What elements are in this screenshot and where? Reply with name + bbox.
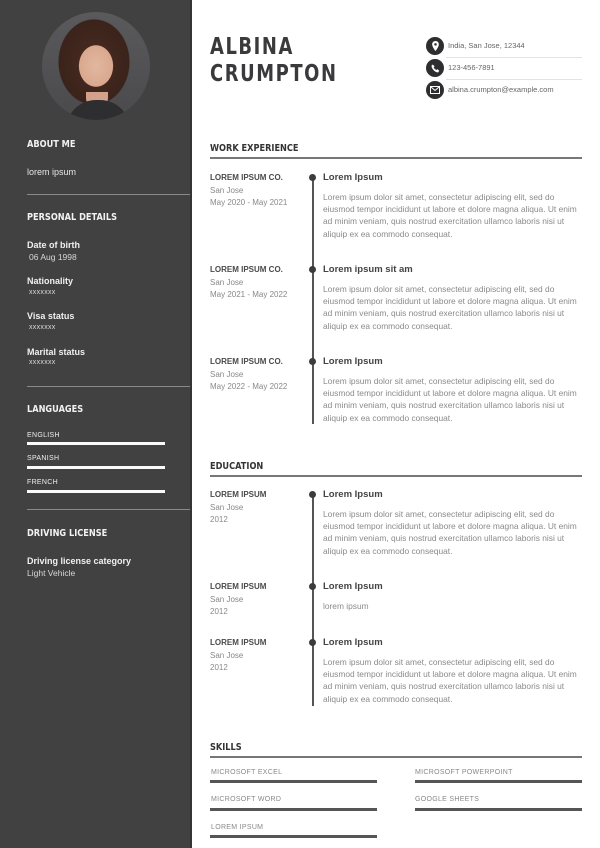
skill-bar [210,780,377,783]
timeline-dot [309,491,316,498]
education-location: San Jose [210,651,244,660]
language-bar [27,442,165,445]
education-org: LOREM IPSUM [210,638,267,647]
skill-bar [210,835,377,838]
section-rule [210,475,582,477]
language-bar [27,490,165,493]
phone-icon [426,59,444,77]
education-location: San Jose [210,503,244,512]
education-description: Lorem ipsum dolor sit amet, consectetur adipiscing elit, sed do eiusmod tempor incididunt ut labore et dolore magna aliqua. Ut enim ad minim veniam, quis nostrud exercitation ullamco laboris nisi ut aliquip ex ea commodo consequat. [323,509,577,556]
skill-label: GOOGLE SHEETS [415,796,480,803]
work-timeline [312,176,314,424]
timeline-dot [309,174,316,181]
work-org: LOREM IPSUM CO. [210,173,283,182]
skill-bar [415,780,582,783]
language-bar [27,466,165,469]
sidebar [0,0,192,848]
nationality-value: xxxxxxx [29,289,56,296]
phone-text: 123-456-7891 [448,63,495,72]
dob-label: Date of birth [27,240,80,250]
timeline-dot [309,583,316,590]
about-me-text: lorem ipsum [27,167,77,177]
skill-label: MICROSOFT WORD [211,796,282,803]
skill-bar [415,808,582,811]
nationality-label: Nationality [27,276,74,286]
education-year: 2012 [210,663,228,672]
work-location: San Jose [210,370,244,379]
candidate-name [210,34,338,88]
section-rule [210,756,582,758]
skills-heading: SKILLS [210,742,242,753]
work-dates: May 2021 - May 2022 [210,290,288,299]
work-org: LOREM IPSUM CO. [210,357,283,366]
location-pin-icon [426,37,444,55]
education-year: 2012 [210,515,228,524]
languages-heading: LANGUAGES [27,404,84,415]
work-location: San Jose [210,186,244,195]
address-text: India, San Jose, 12344 [448,41,525,50]
last-name: CRUMPTON [210,61,338,87]
work-experience-heading: WORK EXPERIENCE [210,143,299,154]
envelope-icon [426,81,444,99]
education-org: LOREM IPSUM [210,582,267,591]
marital-value: xxxxxxx [29,359,56,366]
work-dates: May 2020 - May 2021 [210,198,288,207]
contact-phone [426,58,582,78]
work-description: Lorem ipsum dolor sit amet, consectetur adipiscing elit, sed do eiusmod tempor incididunt ut labore et dolore magna aliqua. Ut enim ad minim veniam, quis nostrud exercitation ullamco laboris nisi ut aliquip ex ea commodo consequat. [323,376,577,423]
visa-value: xxxxxxx [29,324,56,331]
visa-label: Visa status [27,311,75,321]
work-org: LOREM IPSUM CO. [210,265,283,274]
work-description: Lorem ipsum dolor sit amet, consectetur adipiscing elit, sed do eiusmod tempor incididunt ut labore et dolore magna aliqua. Ut enim ad minim veniam, quis nostrud exercitation ullamco laboris nisi ut aliquip ex ea commodo consequat. [323,192,577,239]
education-description: lorem ipsum [323,601,369,611]
divider [27,509,192,510]
education-year: 2012 [210,607,228,616]
marital-label: Marital status [27,347,86,357]
divider [27,194,192,195]
dob-value: 06 Aug 1998 [29,252,77,262]
skill-label: MICROSOFT POWERPOINT [415,769,513,776]
about-me-heading: ABOUT ME [27,139,76,150]
skill-bar [210,808,377,811]
work-description: Lorem ipsum dolor sit amet, consectetur adipiscing elit, sed do eiusmod tempor incididunt ut labore et dolore magna aliqua. Ut enim ad minim veniam, quis nostrud exercitation ullamco laboris nisi ut aliquip ex ea commodo consequat. [323,284,577,331]
work-role: Lorem Ipsum [323,356,383,367]
language-spanish: SPANISH [27,455,60,462]
divider [27,386,192,387]
driving-license-heading: DRIVING LICENSE [27,528,108,539]
skill-label: MICROSOFT EXCEL [211,769,283,776]
education-title: Lorem Ipsum [323,581,383,592]
work-dates: May 2022 - May 2022 [210,382,288,391]
skill-label: LOREM IPSUM [211,824,264,831]
work-role: Lorem ipsum sit am [323,264,413,275]
email-text[interactable]: albina.crumpton@example.com [448,85,554,94]
education-timeline [312,494,314,706]
education-title: Lorem Ipsum [323,489,383,500]
education-title: Lorem Ipsum [323,637,383,648]
first-name: ALBINA [210,34,294,60]
language-english: ENGLISH [27,432,60,439]
language-french: FRENCH [27,479,58,486]
education-location: San Jose [210,595,244,604]
contact-email [426,80,582,100]
education-org: LOREM IPSUM [210,490,267,499]
timeline-dot [309,358,316,365]
education-heading: EDUCATION [210,461,264,472]
timeline-dot [309,639,316,646]
timeline-dot [309,266,316,273]
section-rule [210,157,582,159]
work-role: Lorem Ipsum [323,172,383,183]
education-description: Lorem ipsum dolor sit amet, consectetur adipiscing elit, sed do eiusmod tempor incididunt ut labore et dolore magna aliqua. Ut enim ad minim veniam, quis nostrud exercitation ullamco laboris nisi ut aliquip ex ea commodo consequat. [323,657,577,704]
profile-photo [42,12,150,120]
driving-license-value: Light Vehicle [27,568,76,578]
work-location: San Jose [210,278,244,287]
personal-details-heading: PERSONAL DETAILS [27,212,117,223]
contact-address [426,36,582,56]
driving-license-label: Driving license category [27,556,132,566]
